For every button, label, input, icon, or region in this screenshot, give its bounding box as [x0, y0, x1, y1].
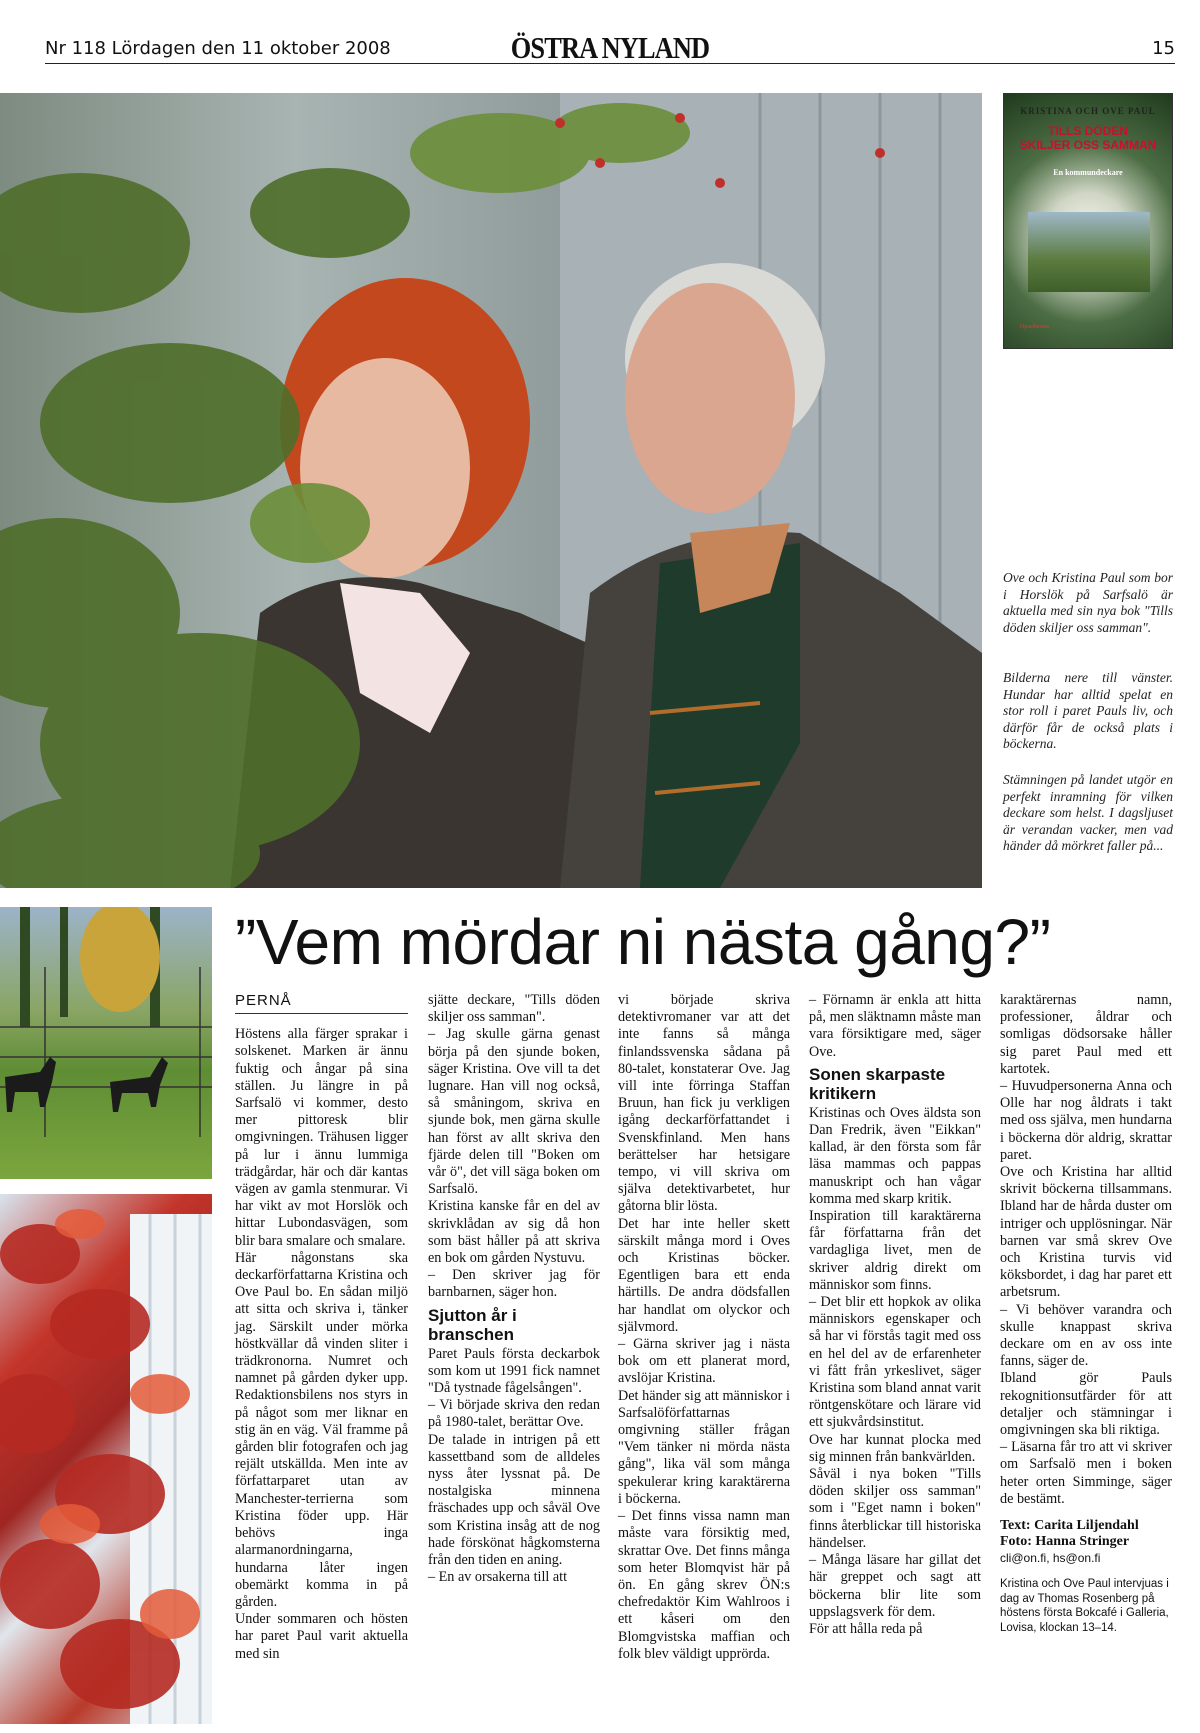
paragraph: För att hålla reda på — [809, 1620, 923, 1637]
paragraph: Ove har kunnat plocka med sig minnen från bankvärlden. — [809, 1431, 981, 1465]
paragraph: Det händer sig att människor i Sarfsalöförfattarnas omgivning ställer frågan "Vem tänker ni mörda nästa gång", lika väl som många spekulerar kring karaktärerna i böckerna. — [618, 1387, 790, 1507]
paragraph: – Jag skulle gärna genast börja på den sjunde boken, säger Kristina. Ove vill ta det lugnare. Han vill nog också, så småningom, skriva en sjunde bok, men gärna skulle han först av allt skriva den fjärde delen till "Boken om vår ö", det vill säga boken om Sarfsalö. — [428, 1026, 600, 1198]
caption-veranda: Stämningen på landet utgör en perfekt inramning för vilken deckare som helst. I dagsljuset är verandan vacker, men vad händer då mörkret faller på... — [1003, 772, 1173, 853]
paragraph: vi började skriva detektivromaner var att det inte fanns så många finlandssvenska sådana på 80-talet, konstaterar Ove. Jag vill inte förringa Staffan Bruun, han fick ju verkligen igång deckarförfattandet i Svenskfinland. Men hans berättelser har hetsigare tempo, vi vill skriva om själva detektivarbetet, hur gåtorna blir lösta. — [618, 992, 790, 1215]
paragraph: – Många läsare har gillat det här greppet och sagt att böckerna blir lite som uppslagsverk för dem. — [809, 1552, 981, 1620]
couple-illustration — [0, 93, 982, 888]
paragraph: sjätte deckare, "Tills döden skiljer oss samman". — [428, 992, 600, 1026]
subheading-sjutton-ar: Sjutton år i branschen — [428, 1305, 517, 1344]
book-subtitle: En kommundeckare — [1053, 168, 1123, 177]
paragraph: Det har inte heller skett särskilt många mord i Oves och Kristinas böcker. Egentligen bara ett enda härtills. De andra dödsfallen har handlat om olyckor och självmord. — [618, 1215, 790, 1335]
paragraph: – Huvudpersonerna Anna och Olle har nog åldrats i takt med oss själva, men hundarna i böckerna dör aldrig, skrattar paret. — [1000, 1078, 1172, 1163]
article-column-3 — [618, 992, 790, 1663]
paragraph: Ove och Kristina har alltid skrivit böckerna tillsammans. Ibland har de hårda duster om intriger och upplösningar. När barnen var små skrev Ove och Kristina turvis vid köksbordet, i dag har paret ett arbetsrum. — [1000, 1164, 1172, 1301]
paragraph: Såväl i nya boken "Tills döden skiljer oss samman" som i "Eget namn i boken" finns återblickar till historiska händelser. — [809, 1466, 981, 1551]
masthead — [45, 30, 1175, 65]
headline: ”Vem mördar ni nästa gång?” — [235, 906, 1051, 978]
book-title-line-2: SKILJER OSS SAMMAN — [1019, 138, 1157, 152]
caption-couple: Ove och Kristina Paul som bor i Horslök på Sarfsalö är aktuella med sin nya bok "Tills döden skiljer oss samman". — [1003, 570, 1173, 635]
dateline: PERNÅ — [235, 992, 408, 1014]
paragraph: karaktärernas namn, professioner, åldrar och somligas dödsorsake håller sig paret Paul med ett kartotek. — [1000, 992, 1172, 1077]
book-publisher: Opastberum — [1020, 324, 1050, 330]
main-photo-couple — [0, 93, 982, 888]
credit-photo: Foto: Hanna Stringer — [1000, 1534, 1130, 1550]
paragraph: – Det finns vissa namn man måste vara försiktig med, skrattar Ove. Det finns många som heter Blomqvist här på ön. En gång skrev ÖN:s chefredaktör Kim Wahlroos i ett kåseri om den Blomgvistska maffian och folk blev väldigt upprörda. — [618, 1508, 790, 1662]
article-column-1 — [235, 992, 408, 1663]
paragraph: – En av orsakerna till att — [428, 1569, 568, 1586]
newspaper-name: ÖSTRA NYLAND — [510, 30, 710, 65]
paragraph: – Det blir ett hopkok av olika människors egenskaper och så har vi förstås tagit med oss en hel del av de erfarenheter vi fått från yrkeslivet, säger Kristina som bland annat varit röntgenskötare och lärare vid ett sjukvårdsinstitut. — [809, 1294, 981, 1431]
dogs-photo — [0, 907, 212, 1179]
article-column-4 — [809, 992, 981, 1638]
credit-email: cli@on.fi, hs@on.fi — [1000, 1551, 1101, 1566]
paragraph: – Förnamn är enkla att hitta på, men släktnamn måste man vara försiktigare med, säger Ove. — [809, 992, 981, 1060]
paragraph: Inspiration till karaktärerna får författarna från det vardagliga livet, men de skriver aldrig direkt om människor som finns. — [809, 1208, 981, 1293]
paragraph: Kristinas och Oves äldsta son Dan Fredrik, även "Eikkan" kallad, är den första som får läsa mammas och pappas manuskript och han vågar komma med skarp kritik. — [809, 1104, 981, 1207]
caption-dogs: Bilderna nere till vänster. Hundar har alltid spelat en stor roll i paret Pauls liv, och därför får de också plats i böckerna. — [1003, 670, 1173, 751]
paragraph: De talade in intrigen på ett kassettband som de alldeles nyss åter lyssnat på. De nostalgiska minnena fräschades upp och såväl Ove som Kristina insåg att de nog hade förskönat hågkomsterna från den tiden en aning. — [428, 1431, 600, 1569]
paragraph: Under sommaren och hösten har paret Paul varit aktuella med sin — [235, 1611, 408, 1662]
book-title-line-1: TILLS DÖDEN — [1048, 124, 1128, 138]
issue-date: Nr 118 Lördagen den 11 oktober 2008 — [45, 38, 391, 59]
book-title — [1004, 124, 1172, 152]
credit-text: Text: Carita Liljendahl — [1000, 1518, 1139, 1534]
article-column-2 — [428, 992, 600, 1587]
book-cover-picture — [1028, 212, 1150, 292]
book-cover — [1003, 93, 1173, 349]
paragraph: Höstens alla färger sprakar i solskenet. Marken är ännu fuktig och ångar på sina ställen. Ju längre in på Sarfsalö vi kommer, desto mer pittoresk blir omgivningen. Trähusen ligger på lur i ännu lummiga trädgårdar, här och där kantas vägen av gamla stenmurar. Vi har vikt av mot Horslök och hittar Lubondasvägen, som blir bara smalare och smalare. — [235, 1026, 408, 1249]
dogs-illustration — [0, 907, 212, 1179]
paragraph: – Läsarna får tro att vi skriver om Sarfsalö men i boken heter orten Simminge, säger de bestämt. — [1000, 1439, 1172, 1507]
paragraph: Här någonstans ska deckarförfattarna Kristina och Ove Paul bo. En sådan miljö att sitta och skriva i, tänker jag. Särskilt under mörka höstkvällar då vinden sliter i trädkronorna. Numret och namnet på gården dyker upp. Redaktionsbilens nos styrs in på något som mer liknar en stig än en väg. Väl framme på gården blir fotografen och jag rejält utskällda. Men inte av författarparet utan av Manchester-terrierna som Kristina föder upp. Här behövs inga alarmanordningarna, hundarna låter ingen obemärkt komma in på gården. — [235, 1249, 408, 1610]
paragraph: – Den skriver jag för barnbarnen, säger hon. — [428, 1267, 600, 1301]
paragraph: – Gärna skriver jag i nästa bok om ett planerat mord, avslöjar Kristina. — [618, 1336, 790, 1387]
paragraph: Ibland gör Pauls rekognitionsutfärder för att detaljer och stämningar i omgivningen ska bli riktiga. — [1000, 1370, 1172, 1439]
article-column-5 — [1000, 992, 1172, 1635]
book-author: KRISTINA OCH OVE PAUL — [1020, 106, 1156, 116]
veranda-vine-photo — [0, 1194, 212, 1724]
paragraph: Paret Pauls första deckarbok som kom ut 1991 fick namnet "Då tystnade fågelsången". — [428, 1345, 600, 1397]
subheading-sonen: Sonen skarpaste kritikern — [809, 1064, 946, 1103]
paragraph: – Vi behöver varandra och skulle knappast skriva deckare om en av oss inte fanns, säger de. — [1000, 1301, 1172, 1370]
vine-illustration — [0, 1194, 212, 1724]
paragraph: – Vi började skriva den redan på 1980-talet, berättar Ove. — [428, 1397, 600, 1431]
paragraph: Kristina kanske får en del av skrivklådan av sig då hon som bäst håller på att skriva en bok om gården Nystuvu. — [428, 1198, 600, 1267]
page-number: 15 — [1152, 38, 1175, 59]
event-note: Kristina och Ove Paul intervjuas i dag av Thomas Rosenberg på höstens första Bokcafé i Galleria, Lovisa, klockan 13–14. — [1000, 1578, 1169, 1634]
